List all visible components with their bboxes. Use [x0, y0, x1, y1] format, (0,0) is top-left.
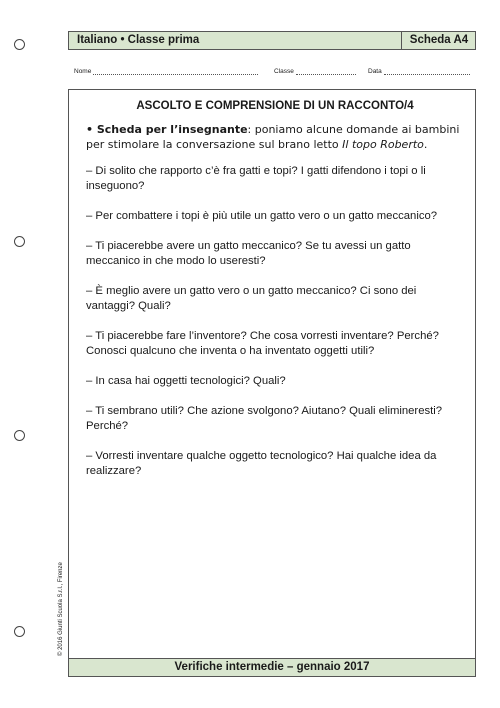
- question-text: – Ti sembrano utili? Che azione svolgono? Aiutano? Quali elimineresti? Perché?: [86, 405, 443, 432]
- date-line[interactable]: [384, 68, 470, 75]
- question-item: [86, 329, 464, 359]
- question-text: – In casa hai oggetti tecnologici? Quali?: [86, 375, 286, 387]
- binder-hole: [14, 236, 25, 247]
- class-field[interactable]: [274, 68, 356, 75]
- name-label: Nome: [74, 68, 92, 75]
- question-item: [86, 164, 464, 194]
- binder-hole: [14, 626, 25, 637]
- date-label: Data: [368, 68, 382, 75]
- sheet-code: Scheda A4: [401, 32, 476, 49]
- header-bar: [68, 31, 476, 50]
- binder-hole: [14, 430, 25, 441]
- book-title: Il topo Roberto: [342, 138, 424, 151]
- question-item: [86, 239, 464, 269]
- footer-bar: Verifiche intermedie – gennaio 2017: [68, 658, 476, 677]
- question-item: [86, 449, 464, 479]
- class-line[interactable]: [296, 68, 356, 75]
- question-item: [86, 284, 464, 314]
- copyright-notice: © 2016 Giunti Scuola S.r.l., Firenze: [58, 562, 64, 656]
- question-item: [86, 404, 464, 434]
- class-label: Classe: [274, 68, 294, 75]
- question-text: – È meglio avere un gatto vero o un gatto meccanico? Ci sono dei vantaggi? Quali?: [86, 285, 417, 312]
- teacher-note-lead: • Scheda per l’insegnante: [86, 123, 248, 136]
- question-text: – Vorresti inventare qualche oggetto tecnologico? Hai qualche idea da realizzare?: [86, 450, 437, 477]
- teacher-note: [86, 122, 464, 152]
- question-text: – Ti piacerebbe fare l’inventore? Che cosa vorresti inventare? Perché?: [86, 330, 439, 342]
- name-line[interactable]: [93, 68, 258, 75]
- subject-label: Italiano • Classe prima: [77, 34, 200, 46]
- worksheet-content: [86, 97, 464, 494]
- name-field[interactable]: [74, 68, 258, 75]
- question-text: – Ti piacerebbe avere un gatto meccanico? Se tu avessi un gatto meccanico in che modo lo useresti?: [86, 240, 411, 267]
- teacher-note-end: .: [423, 138, 428, 151]
- date-field[interactable]: [368, 68, 470, 75]
- question-text: – Di solito che rapporto c’è fra gatti e topi? I gatti difendono i topi o li inseguono?: [86, 165, 426, 192]
- binder-hole: [14, 39, 25, 50]
- question-text: – Per combattere i topi è più utile un gatto vero o un gatto meccanico?: [86, 210, 438, 222]
- worksheet-title: ASCOLTO E COMPRENSIONE DI UN RACCONTO/4: [136, 100, 414, 112]
- teacher-note-text: : poniamo alcune domande ai bambini per stimolare la conversazione sul brano letto: [86, 123, 460, 151]
- question-item: [86, 209, 464, 224]
- question-text: Conosci qualcuno che inventa o ha inventato oggetti utili?: [86, 345, 375, 357]
- question-item: [86, 374, 464, 389]
